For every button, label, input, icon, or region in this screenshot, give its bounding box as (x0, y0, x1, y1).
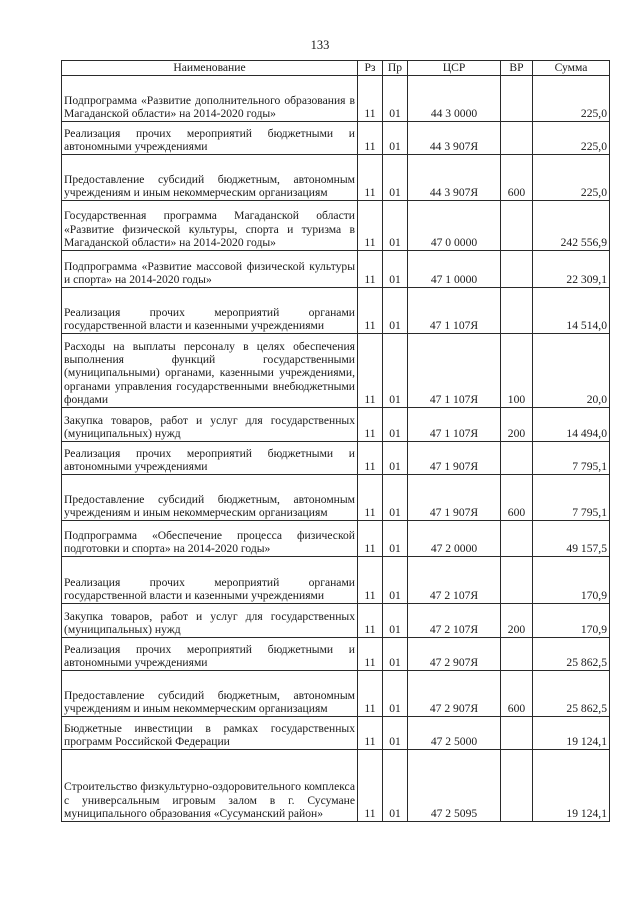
column-header-name: Наименование (62, 61, 358, 76)
row-rz: 11 (358, 521, 383, 557)
row-rz: 11 (358, 557, 383, 604)
row-pr: 01 (383, 442, 408, 475)
row-name: Реализация прочих мероприятий бюджетными и автономными учреждениями (62, 122, 358, 155)
row-sum: 19 124,1 (533, 750, 610, 822)
table-row (62, 201, 610, 251)
row-csr: 44 3 0000 (408, 76, 501, 122)
budget-table (61, 60, 610, 822)
row-sum: 170,9 (533, 604, 610, 638)
row-rz: 11 (358, 122, 383, 155)
row-pr: 01 (383, 717, 408, 750)
table-row (62, 76, 610, 122)
row-vr (501, 442, 533, 475)
row-sum: 22 309,1 (533, 251, 610, 288)
column-header-csr: ЦСР (408, 61, 501, 76)
column-header-sum: Сумма (533, 61, 610, 76)
row-csr: 47 2 5095 (408, 750, 501, 822)
column-header-vr: ВР (501, 61, 533, 76)
table-row (62, 288, 610, 334)
row-pr: 01 (383, 521, 408, 557)
row-rz: 11 (358, 604, 383, 638)
row-sum: 225,0 (533, 76, 610, 122)
row-vr (501, 638, 533, 671)
row-csr: 47 0 0000 (408, 201, 501, 251)
table-row (62, 334, 610, 408)
table-row (62, 155, 610, 201)
row-csr: 47 1 107Я (408, 408, 501, 442)
row-vr (501, 557, 533, 604)
row-vr (501, 122, 533, 155)
row-vr: 600 (501, 475, 533, 521)
column-header-pr: Пр (383, 61, 408, 76)
row-name: Строительство физкультурно-оздоровительного комплекса с универсальным игровым залом в г. Сусумане муниципального образования «Сусуманский район» (62, 750, 358, 822)
row-pr: 01 (383, 408, 408, 442)
row-sum: 225,0 (533, 122, 610, 155)
row-name: Государственная программа Магаданской области «Развитие физической культуры, спорта и туризма в Магаданской области» на 2014-2020 годы» (62, 201, 358, 251)
table-row (62, 251, 610, 288)
table-row (62, 604, 610, 638)
row-pr: 01 (383, 671, 408, 717)
row-csr: 47 2 0000 (408, 521, 501, 557)
table-row (62, 122, 610, 155)
table-row (62, 521, 610, 557)
table-row (62, 717, 610, 750)
table-row (62, 557, 610, 604)
row-csr: 47 2 907Я (408, 671, 501, 717)
row-rz: 11 (358, 334, 383, 408)
row-csr: 47 2 107Я (408, 557, 501, 604)
row-sum: 25 862,5 (533, 638, 610, 671)
row-rz: 11 (358, 475, 383, 521)
row-vr: 200 (501, 408, 533, 442)
row-rz: 11 (358, 671, 383, 717)
row-name: Предоставление субсидий бюджетным, автономным учреждениям и иным некоммерческим организациям (62, 671, 358, 717)
row-rz: 11 (358, 201, 383, 251)
row-vr (501, 717, 533, 750)
row-pr: 01 (383, 288, 408, 334)
row-sum: 170,9 (533, 557, 610, 604)
table-row (62, 408, 610, 442)
row-name: Реализация прочих мероприятий бюджетными и автономными учреждениями (62, 638, 358, 671)
row-csr: 44 3 907Я (408, 155, 501, 201)
row-sum: 49 157,5 (533, 521, 610, 557)
row-pr: 01 (383, 155, 408, 201)
row-sum: 14 494,0 (533, 408, 610, 442)
row-vr: 600 (501, 671, 533, 717)
row-rz: 11 (358, 251, 383, 288)
row-pr: 01 (383, 750, 408, 822)
row-rz: 11 (358, 155, 383, 201)
row-name: Закупка товаров, работ и услуг для государственных (муниципальных) нужд (62, 604, 358, 638)
table-row (62, 475, 610, 521)
row-vr (501, 76, 533, 122)
row-rz: 11 (358, 750, 383, 822)
row-sum: 20,0 (533, 334, 610, 408)
row-pr: 01 (383, 76, 408, 122)
row-csr: 47 2 107Я (408, 604, 501, 638)
row-name: Закупка товаров, работ и услуг для государственных (муниципальных) нужд (62, 408, 358, 442)
row-csr: 47 2 907Я (408, 638, 501, 671)
table-row (62, 750, 610, 822)
row-csr: 47 2 5000 (408, 717, 501, 750)
row-name: Подпрограмма «Обеспечение процесса физической подготовки и спорта» на 2014-2020 годы» (62, 521, 358, 557)
row-name: Предоставление субсидий бюджетным, автономным учреждениям и иным некоммерческим организациям (62, 475, 358, 521)
row-vr (501, 750, 533, 822)
row-pr: 01 (383, 201, 408, 251)
table-row (62, 671, 610, 717)
row-sum: 7 795,1 (533, 475, 610, 521)
row-name: Расходы на выплаты персоналу в целях обеспечения выполнения функций государственными (муниципальными) органами, казенными учреждениями, органами управления государственными внебюджетными фондами (62, 334, 358, 408)
row-vr (501, 521, 533, 557)
page-number: 133 (310, 38, 330, 52)
row-csr: 44 3 907Я (408, 122, 501, 155)
row-rz: 11 (358, 76, 383, 122)
row-pr: 01 (383, 604, 408, 638)
row-csr: 47 1 107Я (408, 288, 501, 334)
row-name: Подпрограмма «Развитие массовой физической культуры и спорта» на 2014-2020 годы» (62, 251, 358, 288)
row-csr: 47 1 907Я (408, 442, 501, 475)
row-name: Бюджетные инвестиции в рамках государственных программ Российской Федерации (62, 717, 358, 750)
row-sum: 225,0 (533, 155, 610, 201)
row-sum: 14 514,0 (533, 288, 610, 334)
row-pr: 01 (383, 251, 408, 288)
row-rz: 11 (358, 638, 383, 671)
table-body (62, 76, 610, 822)
row-sum: 19 124,1 (533, 717, 610, 750)
row-vr: 600 (501, 155, 533, 201)
row-rz: 11 (358, 408, 383, 442)
row-pr: 01 (383, 557, 408, 604)
row-csr: 47 1 0000 (408, 251, 501, 288)
table-header-row (62, 61, 610, 76)
row-name: Подпрограмма «Развитие дополнительного образования в Магаданской области» на 2014-2020 годы» (62, 76, 358, 122)
table-row (62, 638, 610, 671)
row-vr (501, 288, 533, 334)
row-csr: 47 1 907Я (408, 475, 501, 521)
table-row (62, 442, 610, 475)
row-pr: 01 (383, 334, 408, 408)
row-pr: 01 (383, 638, 408, 671)
column-header-rz: Рз (358, 61, 383, 76)
row-name: Реализация прочих мероприятий органами государственной власти и казенными учреждениями (62, 557, 358, 604)
row-vr (501, 251, 533, 288)
row-name: Реализация прочих мероприятий органами государственной власти и казенными учреждениями (62, 288, 358, 334)
row-pr: 01 (383, 122, 408, 155)
row-name: Предоставление субсидий бюджетным, автономным учреждениям и иным некоммерческим организациям (62, 155, 358, 201)
row-rz: 11 (358, 717, 383, 750)
row-rz: 11 (358, 442, 383, 475)
row-pr: 01 (383, 475, 408, 521)
row-vr (501, 201, 533, 251)
row-rz: 11 (358, 288, 383, 334)
row-name: Реализация прочих мероприятий бюджетными и автономными учреждениями (62, 442, 358, 475)
row-sum: 7 795,1 (533, 442, 610, 475)
row-csr: 47 1 107Я (408, 334, 501, 408)
row-sum: 25 862,5 (533, 671, 610, 717)
row-vr: 200 (501, 604, 533, 638)
row-vr: 100 (501, 334, 533, 408)
row-sum: 242 556,9 (533, 201, 610, 251)
